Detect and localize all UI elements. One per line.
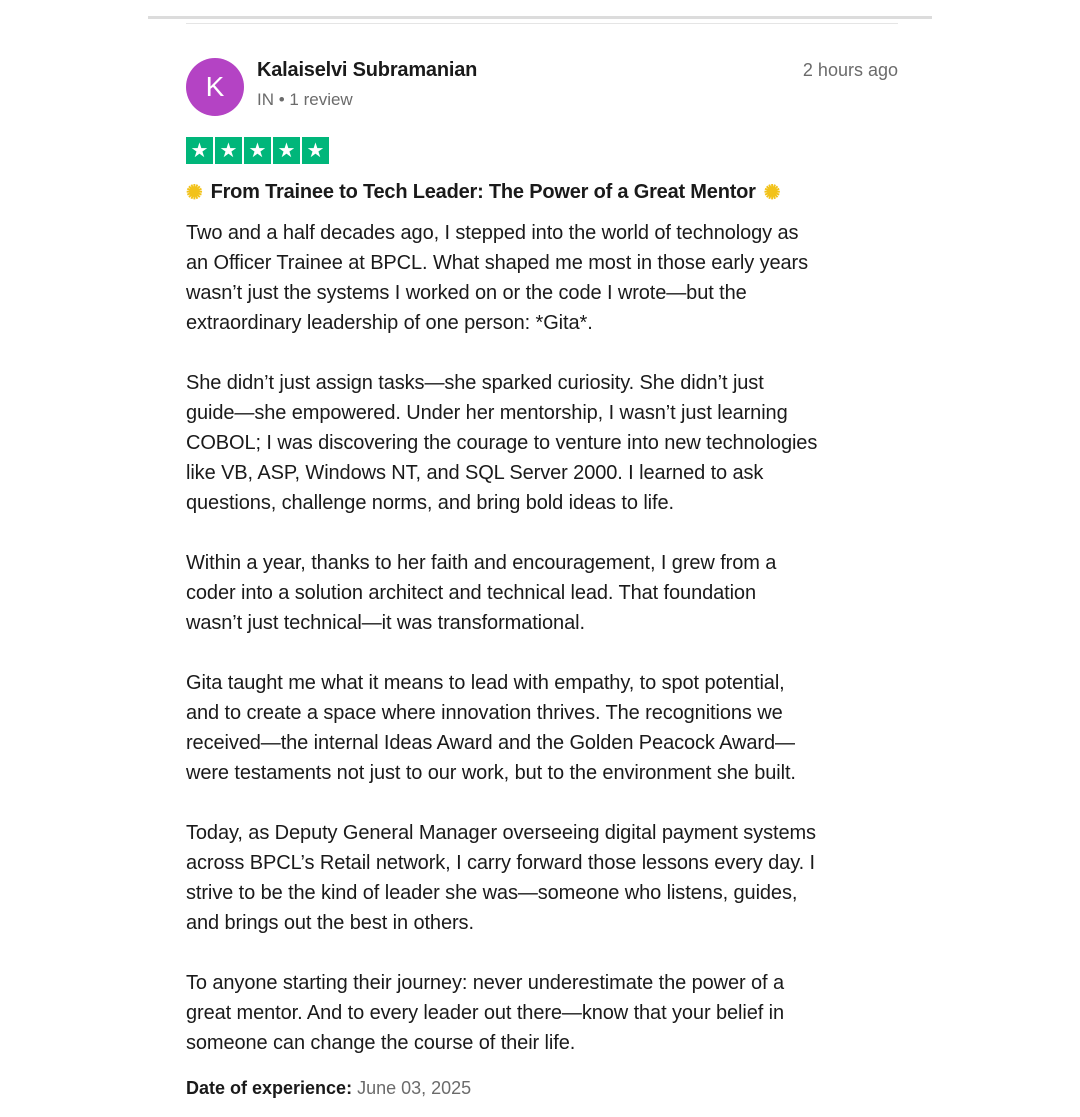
review-paragraph: Today, as Deputy General Manager overseeing digital payment systems across BPCL’s Retail network, I carry forward those lessons every day. I strive to be the kind of leader she was—someone who listens, guides, and brings out the best in others. [186,822,816,934]
review-paragraph: To anyone starting their journey: never underestimate the power of a great mentor. And to every leader out there—know that your belief in someone can change the course of their life. [186,972,784,1054]
star-icon: ★ [244,137,271,164]
top-divider-shadow [148,16,932,19]
review-timestamp: 2 hours ago [802,60,898,80]
date-of-experience [186,1078,471,1099]
review-title-text: From Trainee to Tech Leader: The Power of a Great Mentor [210,181,756,203]
review-paragraph: Within a year, thanks to her faith and encouragement, I grew from a coder into a solution architect and technical lead. That foundation wasn’t just technical—it was transformational. [186,552,777,634]
date-of-experience-value: June 03, 2025 [357,1078,472,1098]
review-paragraph: She didn’t just assign tasks—she sparked curiosity. She didn’t just guide—she empowered. Under her mentorship, I wasn’t just learning COBOL; I was discovering the courage to venture into new technologies like VB, ASP, Windows NT, and SQL Server 2000. I learned to ask questions, challenge norms, and bring bold ideas to life. [186,372,818,514]
review-header [186,56,898,116]
review-paragraph: Gita taught me what it means to lead with empathy, to spot potential, and to create a space where innovation thrives. The recognitions we received—the internal Ideas Award and the Golden Peacock Award— were testaments not just to our work, but to the environment she built. [186,672,796,784]
avatar[interactable]: K [186,58,244,116]
review-paragraph: Two and a half decades ago, I stepped into the world of technology as an Officer Trainee at BPCL. What shaped me most in those early years wasn’t just the systems I worked on or the code I wrote—but the extraordinary leadership of one person: *Gita*. [186,222,809,334]
reviewer-name[interactable]: Kalaiselvi Subramanian [257,59,478,81]
star-icon: ★ [215,137,242,164]
star-icon: ★ [273,137,300,164]
date-of-experience-label: Date of experience: [186,1078,353,1098]
sun-icon: ✺ [186,182,203,204]
sun-icon: ✺ [763,182,781,204]
review-title[interactable] [186,180,780,205]
star-rating [186,137,329,164]
star-icon: ★ [302,137,329,164]
reviewer-meta: IN • 1 review [257,90,353,109]
top-divider [186,23,898,24]
star-icon: ★ [186,137,213,164]
review-body [186,218,898,1088]
